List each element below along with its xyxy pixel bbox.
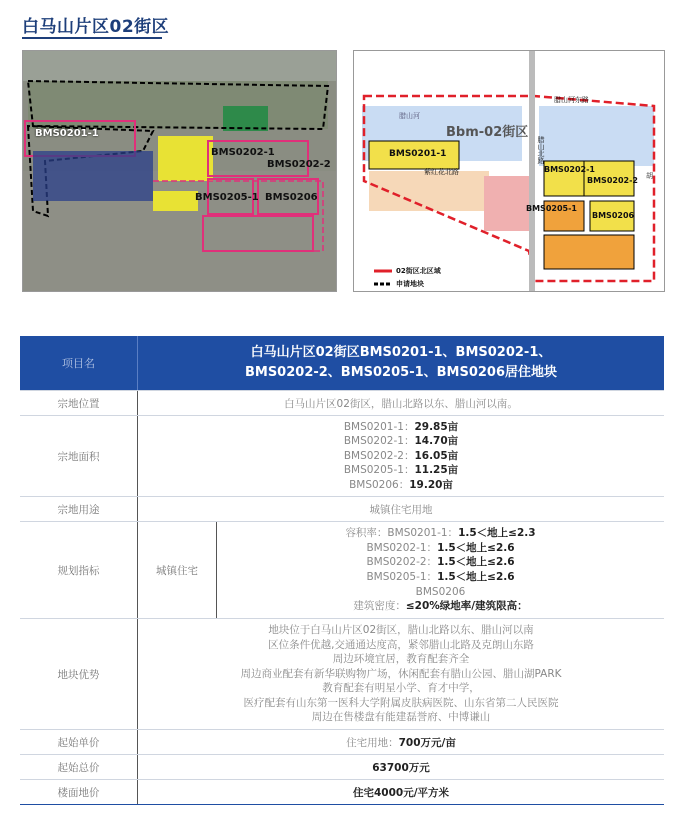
aerial-map-graphic (23, 51, 336, 291)
planning-map-graphic (354, 51, 664, 291)
aerial-map (22, 50, 337, 292)
map-label-bms0201-1: BMS0201-1 (35, 128, 99, 139)
plan-label-bms0205-1: BMS0205-1 (526, 204, 577, 213)
plan-label-bms0202-1: BMS0202-1 (544, 165, 595, 174)
planning-value-3: 1.5＜地上≤2.6 (437, 571, 515, 583)
advantage-line-1: 区位条件优越,交通通达度高，紧邻腊山北路及克朗山东路 (268, 638, 534, 651)
area-value-2: 16.05亩 (414, 449, 459, 462)
unit-price-label: 起始单价 (20, 730, 138, 755)
area-name-1: BMS0202-1： (343, 435, 415, 448)
table-row-advantage (20, 619, 664, 730)
title-underline (22, 37, 162, 39)
map-label-bms0205-1: BMS0205-1 (195, 192, 259, 203)
advantage-line-3: 周边商业配套有新华联购物广场，休闲配套有腊山公园、腊山湖PARK (240, 667, 562, 680)
advantage-line-5: 医疗配套有山东第一医科大学附属皮肤病医院、山东省第二人民医院 (243, 696, 559, 709)
area-name-0: BMS0201-1： (343, 420, 415, 433)
legend-district: 02街区北区域 (396, 267, 441, 275)
area-value-0: 29.85亩 (414, 420, 459, 433)
map-label-bms0202-2: BMS0202-2 (267, 159, 331, 170)
project-name-label: 项目名 (20, 336, 138, 391)
map-label-bms0206: BMS0206 (265, 192, 318, 203)
project-name-value (138, 336, 665, 391)
area-name-2: BMS0202-2： (343, 449, 415, 462)
area-value-1: 14.70亩 (414, 435, 459, 448)
table-row-use (20, 497, 664, 522)
location-label: 宗地位置 (20, 391, 138, 416)
lake-label: 腊山河 (399, 112, 420, 120)
plan-label-bms0201-1: BMS0201-1 (389, 149, 447, 159)
advantage-line-4: 教育配套有明星小学、育才中学， (322, 682, 480, 695)
planning-name-0: 容积率：BMS0201-1： (345, 527, 459, 540)
area-value-3: 11.25亩 (414, 464, 459, 477)
page-title: 白马山片区02街区 (22, 17, 170, 37)
area-values (138, 416, 665, 497)
area-name-4: BMS0206： (349, 478, 410, 491)
advantage-line-6: 周边在售楼盘有能建磊誉府、中博谦山 (311, 711, 491, 724)
road-label-east: 胡 (646, 172, 653, 180)
planning-map (353, 50, 665, 292)
planning-values (217, 522, 665, 619)
floor-price-label: 楼面地价 (20, 780, 138, 805)
land-info-table (20, 336, 664, 805)
table-row-area (20, 416, 664, 497)
advantage-line-0: 地块位于白马山片区02街区，腊山北路以东、腊山河以南 (268, 623, 534, 636)
advantage-values (138, 619, 665, 730)
table-header-row (20, 336, 664, 391)
planning-value-0: 1.5＜地上≤2.3 (458, 527, 536, 540)
total-price-value: 63700万元 (138, 755, 665, 780)
road-label-mid: 紫红花北路 (424, 168, 459, 176)
planning-value-1: 1.5＜地上≤2.6 (437, 541, 515, 554)
planning-name-5: 建筑密度： (353, 600, 406, 613)
legend-plot: 申请地块 (396, 280, 424, 288)
project-name-line2: BMS0202-2、BMS0205-1、BMS0206居住地块 (244, 365, 558, 380)
table-row-unit-price (20, 730, 664, 755)
total-price-label: 起始总价 (20, 755, 138, 780)
unit-price-value (138, 730, 665, 755)
planning-name-4: BMS0206 (415, 585, 466, 598)
planning-value-2: 1.5＜地上≤2.6 (437, 556, 515, 569)
advantage-label: 地块优势 (20, 619, 138, 730)
plan-label-bms0206: BMS0206 (592, 211, 635, 220)
planning-value-5: ≤20%绿地率/建筑限高： (405, 600, 528, 613)
planning-name-2: BMS0202-2： (366, 556, 438, 569)
road-label-north: 腊山北路 (537, 136, 545, 164)
district-label: Bbm-02街区 (446, 125, 529, 140)
location-value: 白马山片区02街区，腊山北路以东、腊山河以南。 (138, 391, 665, 416)
use-value: 城镇住宅用地 (138, 497, 665, 522)
road-label-top: 腊山河东路 (554, 96, 589, 104)
project-name-line1: 白马山片区02街区BMS0201-1、BMS0202-1、 (250, 345, 552, 360)
table-row-floor-price (20, 780, 664, 805)
table-row-total-price (20, 755, 664, 780)
planning-name-1: BMS0202-1： (366, 541, 438, 554)
plan-label-bms0202-2: BMS0202-2 (587, 176, 638, 185)
area-value-4: 19.20亩 (409, 478, 453, 491)
planning-sub-label: 城镇住宅 (138, 522, 217, 619)
area-name-3: BMS0205-1： (343, 464, 415, 477)
table-row-location (20, 391, 664, 416)
floor-price-value: 住宅4000元/平方米 (138, 780, 665, 805)
area-label: 宗地面积 (20, 416, 138, 497)
advantage-line-2: 周边环境宜居，教育配套齐全 (332, 653, 470, 666)
unit-price-amount: 700万元/亩 (398, 736, 456, 749)
table-row-planning (20, 522, 664, 619)
map-label-bms0202-1: BMS0202-1 (211, 147, 275, 158)
planning-label: 规划指标 (20, 522, 138, 619)
planning-name-3: BMS0205-1： (366, 571, 438, 583)
use-label: 宗地用途 (20, 497, 138, 522)
unit-price-name: 住宅用地： (346, 736, 399, 749)
